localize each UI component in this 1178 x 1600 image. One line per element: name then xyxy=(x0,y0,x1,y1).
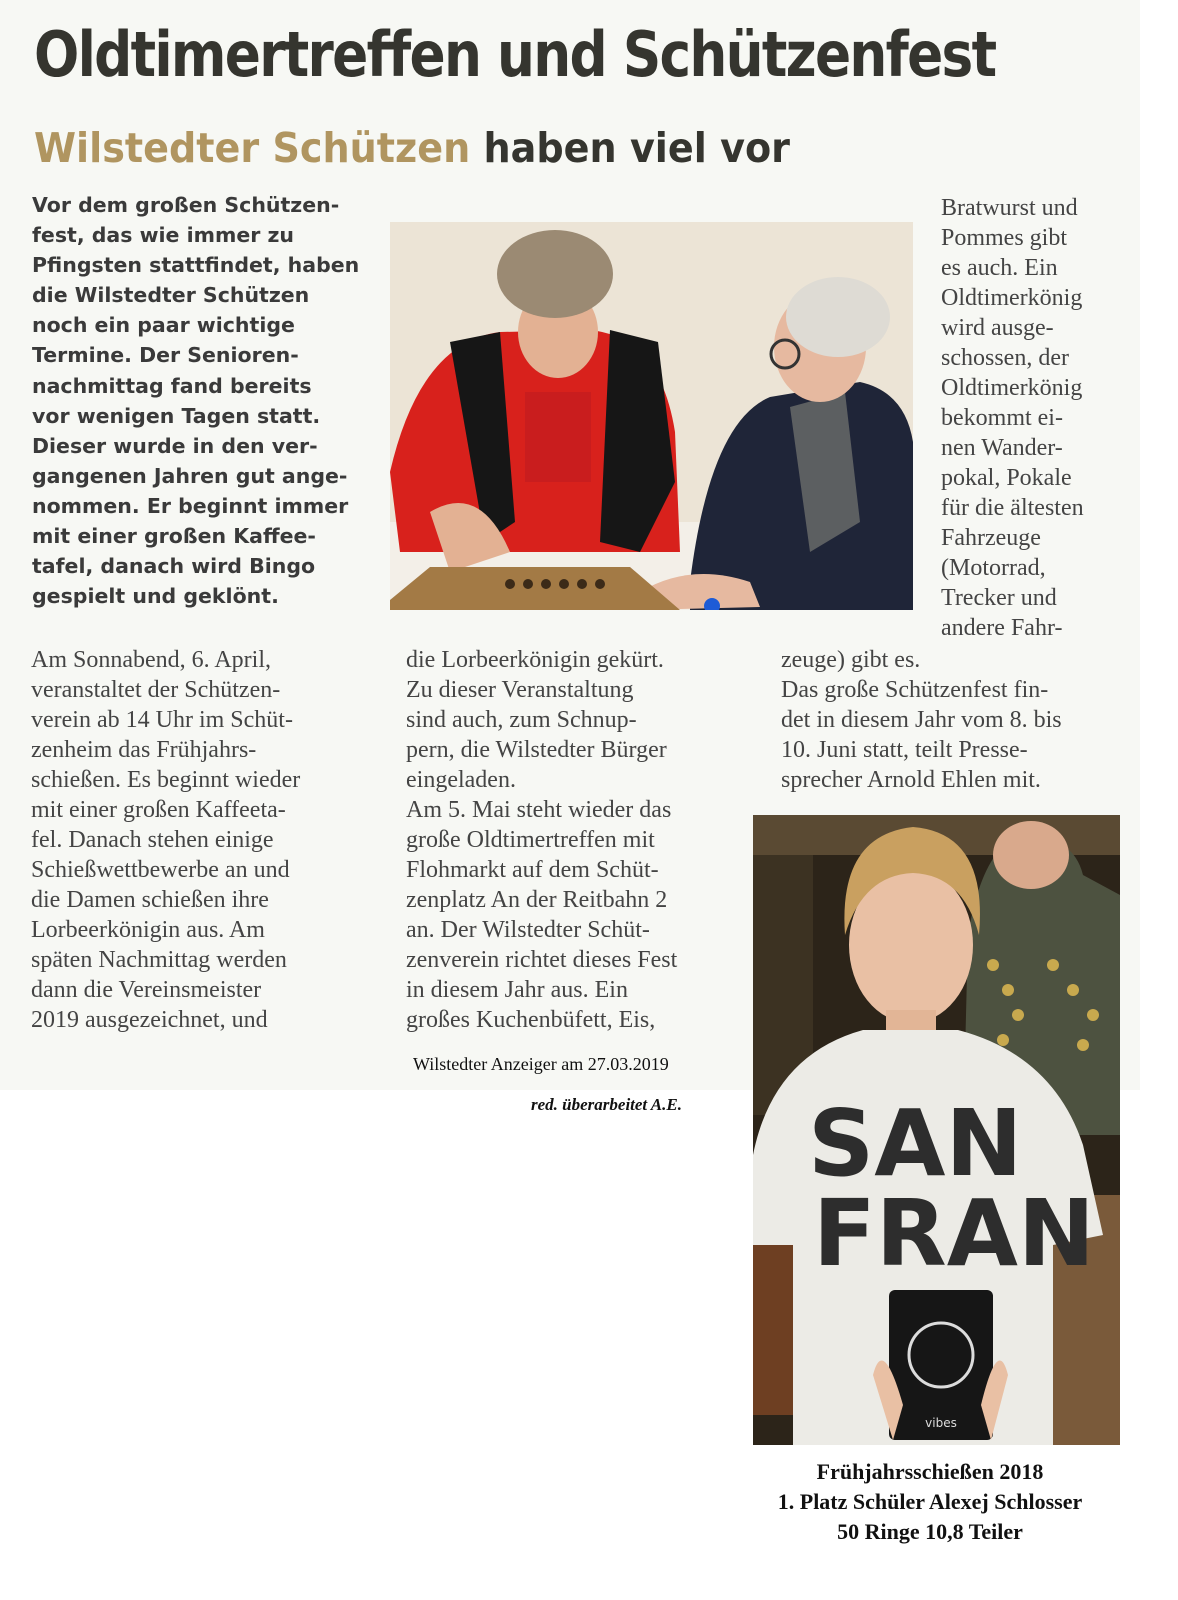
lead-line: Termine. Der Senioren- xyxy=(32,343,299,368)
lead-line: gangenen Jahren gut ange- xyxy=(32,463,348,488)
text-line: die Damen schießen ihre xyxy=(31,887,269,913)
text-line: veranstaltet der Schützen- xyxy=(31,677,281,703)
text-line: verein ab 14 Uhr im Schüt- xyxy=(31,707,293,733)
text-line: Flohmarkt auf dem Schüt- xyxy=(406,857,659,883)
photo-winner-boy-illustration xyxy=(753,815,1120,1445)
text-line: in diesem Jahr aus. Ein xyxy=(406,977,628,1003)
photo-bingo-seniors-illustration xyxy=(390,222,913,610)
caption-line: 50 Ringe 10,8 Teiler xyxy=(837,1519,1023,1544)
lead-line: Dieser wurde in den ver- xyxy=(32,433,318,458)
text-line: große Oldtimertreffen mit xyxy=(406,827,655,853)
text-line: es auch. Ein xyxy=(941,255,1058,281)
text-line: (Motorrad, xyxy=(941,555,1046,581)
subheadline-highlight: Wilstedter Schützen xyxy=(34,124,471,172)
text-line: zenplatz An der Reitbahn 2 xyxy=(406,887,668,913)
photo-winner-boy xyxy=(753,815,1120,1445)
text-line: nen Wander- xyxy=(941,435,1063,461)
lead-line: nommen. Er beginnt immer xyxy=(32,493,349,518)
text-line: fel. Danach stehen einige xyxy=(31,827,274,853)
lead-line: Pfingsten stattfindet, haben xyxy=(32,253,360,278)
article-right-column xyxy=(941,193,1131,643)
lead-line: vor wenigen Tagen statt. xyxy=(32,403,321,428)
text-line: sprecher Arnold Ehlen mit. xyxy=(781,767,1041,793)
photo-bingo-seniors xyxy=(390,222,913,610)
editor-note: red. überarbeitet A.E. xyxy=(531,1095,682,1114)
photo-caption xyxy=(720,1457,1140,1547)
caption-line: 1. Platz Schüler Alexej Schlosser xyxy=(777,1489,1083,1514)
article-column-3 xyxy=(781,645,1126,795)
subheadline-rest: haben viel vor xyxy=(470,124,790,172)
text-line: Schießwettbewerbe an und xyxy=(31,857,290,883)
text-line: zenheim das Frühjahrs- xyxy=(31,737,257,763)
text-line: Am 5. Mai steht wieder das xyxy=(406,797,672,823)
headline: Oldtimertreffen und Schützenfest xyxy=(34,18,996,91)
lead-line: die Wilstedter Schützen xyxy=(32,283,310,308)
text-line: Trecker und xyxy=(941,585,1057,611)
text-line: sind auch, zum Schnup- xyxy=(406,707,637,733)
text-line: 2019 ausgezeichnet, und xyxy=(31,1007,268,1033)
text-line: Bratwurst und xyxy=(941,195,1078,221)
text-line: wird ausge- xyxy=(941,315,1054,341)
text-line: späten Nachmittag werden xyxy=(31,947,287,973)
text-line: Oldtimerkönig xyxy=(941,375,1083,401)
text-line: pern, die Wilstedter Bürger xyxy=(406,737,667,763)
lead-line: mit einer großen Kaffee- xyxy=(32,524,316,549)
text-line: Fahrzeuge xyxy=(941,525,1041,551)
text-line: Am Sonnabend, 6. April, xyxy=(31,647,271,673)
text-line: pokal, Pokale xyxy=(941,465,1072,491)
text-line: Zu dieser Veranstaltung xyxy=(406,677,634,703)
text-line: 10. Juni statt, teilt Presse- xyxy=(781,737,1028,763)
shirt-print-line-2: FRAN xyxy=(813,1180,1095,1287)
lead-paragraph xyxy=(32,190,392,611)
text-line: für die ältesten xyxy=(941,495,1084,521)
lead-line: gespielt und geklönt. xyxy=(32,584,279,609)
lead-line: Vor dem großen Schützen- xyxy=(32,193,340,217)
text-line: mit einer großen Kaffeeta- xyxy=(31,797,286,823)
text-line: zenverein richtet dieses Fest xyxy=(406,947,678,973)
text-line: bekommt ei- xyxy=(941,405,1063,431)
text-line: eingeladen. xyxy=(406,767,516,793)
lead-line: fest, das wie immer zu xyxy=(32,223,295,248)
text-line: schießen. Es beginnt wieder xyxy=(31,767,301,793)
lead-line: tafel, danach wird Bingo xyxy=(32,554,316,579)
text-line: dann die Vereinsmeister xyxy=(31,977,262,1003)
text-line: an. Der Wilstedter Schüt- xyxy=(406,917,650,943)
text-line: Das große Schützenfest fin- xyxy=(781,677,1049,703)
text-line: Lorbeerkönigin aus. Am xyxy=(31,917,265,943)
lead-line: nachmittag fand bereits xyxy=(32,373,312,398)
caption-line: Frühjahrsschießen 2018 xyxy=(816,1459,1044,1484)
article-column-2 xyxy=(406,645,751,1035)
text-line: zeuge) gibt es. xyxy=(781,647,921,673)
lead-line: noch ein paar wichtige xyxy=(32,313,295,338)
shirt-print-line-1: SAN xyxy=(808,1090,1023,1197)
text-line: großes Kuchenbüfett, Eis, xyxy=(406,1007,656,1033)
prize-box-label: vibes xyxy=(925,1416,957,1430)
text-line: schossen, der xyxy=(941,345,1069,371)
article-column-1 xyxy=(31,645,376,1035)
text-line: Pommes gibt xyxy=(941,225,1068,251)
text-line: Oldtimerkönig xyxy=(941,285,1083,311)
text-line: det in diesem Jahr vom 8. bis xyxy=(781,707,1062,733)
source-note: Wilstedter Anzeiger am 27.03.2019 xyxy=(413,1054,669,1074)
subheadline xyxy=(34,124,790,172)
text-line: andere Fahr- xyxy=(941,615,1063,641)
text-line: die Lorbeerkönigin gekürt. xyxy=(406,647,664,673)
